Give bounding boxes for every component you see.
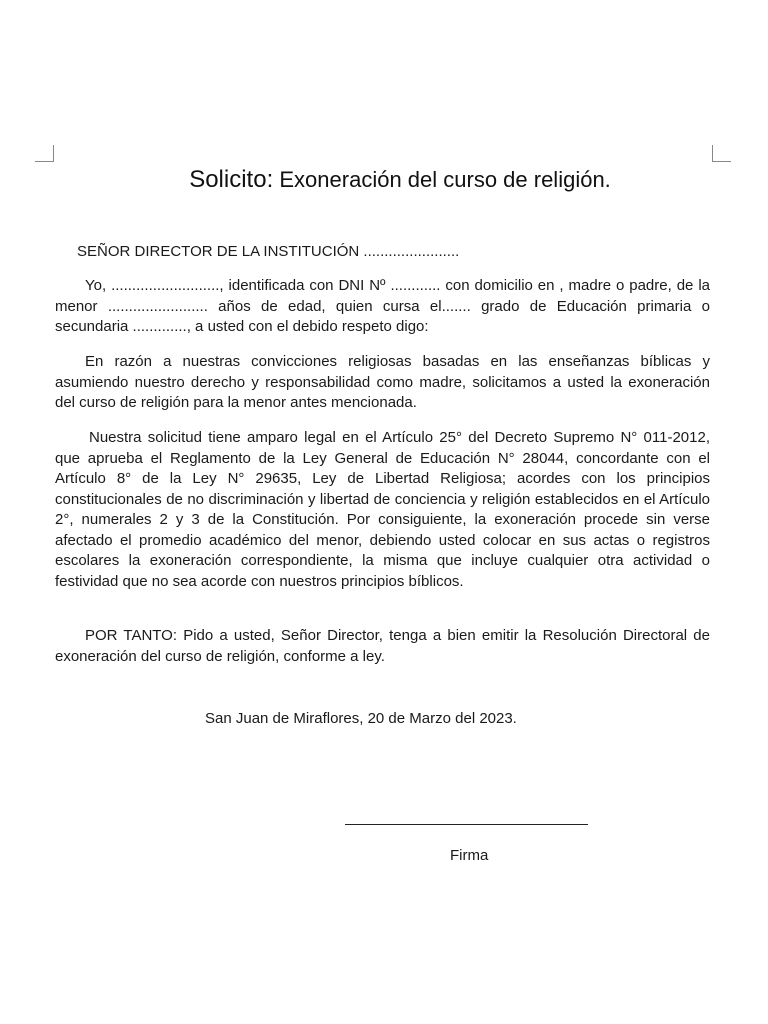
paragraph-legal-basis: Nuestra solicitud tiene amparo legal en el Artículo 25° del Decreto Supremo N° 011-2012, que aprueba el Reglamento de la Ley General de Educación N° 28044, concordante con el Artículo 8° de la Ley N° 29635, Ley de Libertad Religiosa; acordes con los principios constitucionales de no discriminación y libertad de conciencia y religión establecidos en el Artículo 2°, numerales 2 y 3 de la Constitución. Por consiguiente, la exoneración procede sin verse afectado el promedio académico del menor, debiendo usted colocar en sus actas o registros escolares la exoneración correspondiente, la misma que incluye cualquier otra actividad o festividad que no sea acorde con nuestros principios bíblicos.	[55, 429, 710, 590]
signature-line	[345, 824, 588, 825]
title-subject: Exoneración del curso de religión.	[279, 167, 611, 192]
document-title	[0, 166, 768, 194]
page-margin-corner-top-left	[35, 145, 54, 162]
signature-label: Firma	[450, 847, 489, 864]
paragraph-reason: En razón a nuestras convicciones religiosas basadas en las enseñanzas bíblicas y asumiendo nuestro derecho y responsabilidad como madre, solicitamos a usted la exoneración del curso de religión para la menor antes mencionada.	[55, 353, 710, 411]
paragraph-request: POR TANTO: Pido a usted, Señor Director, tenga a bien emitir la Resolución Directoral de exoneración del curso de religión, conforme a ley.	[55, 627, 710, 665]
title-lead: Solicito:	[189, 166, 274, 193]
paragraph-identification: Yo, .........................., identificada con DNI Nº ............ con domicilio en , madre o padre, de la menor ........................ años de edad, quien cursa el....... grado de Educación primaria o secundaria ............., a usted con el debido respeto digo:	[55, 277, 710, 335]
addressee-line: SEÑOR DIRECTOR DE LA INSTITUCIÓN .......................	[77, 243, 460, 260]
page-margin-corner-top-right	[712, 145, 731, 162]
place-and-date: San Juan de Miraflores, 20 de Marzo del 2023.	[205, 710, 517, 727]
